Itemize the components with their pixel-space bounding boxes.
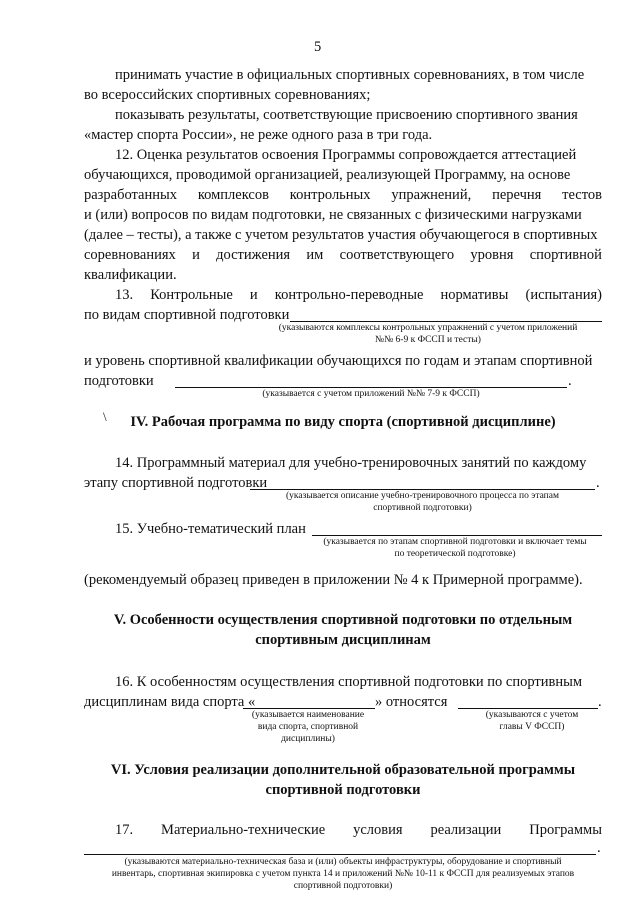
- item-15-reference: (рекомендуемый образец приведен в приложении № 4 к Примерной программе).: [84, 572, 583, 588]
- section-4-heading: IV. Рабочая программа по виду спорта (спортивной дисциплине): [130, 414, 556, 430]
- item-17-note-line-1: (указываются материально-техническая база и (или) объекты инфраструктуры, оборудование и спортивный: [124, 857, 562, 867]
- page-number: 5: [314, 39, 322, 55]
- word: разработанных: [84, 187, 177, 203]
- section-5-heading-line-2: спортивным дисциплинам: [255, 632, 431, 648]
- word: реализации: [430, 822, 502, 838]
- margin-mark: \: [103, 409, 107, 424]
- section-5-heading-line-1: V. Особенности осуществления спортивной подготовки по отдельным: [113, 612, 573, 628]
- item-12-line-3: [84, 188, 602, 203]
- word: нормативы: [440, 287, 509, 303]
- item-13-note-1-line-2: №№ 6-9 к ФССП и тесты): [375, 335, 481, 345]
- section-6-heading-line-2: спортивной подготовки: [265, 782, 421, 798]
- item-17-line-1: [115, 823, 602, 838]
- item-12-line-4: и (или) вопросов по видам подготовки, не связанных с физическими нагрузками: [84, 207, 582, 223]
- word: комплексов: [197, 187, 269, 203]
- item-13-blank-2: [175, 387, 567, 388]
- para-a-line-2: во всероссийских спортивных соревнованиях;: [84, 87, 371, 103]
- word: уровня: [470, 247, 514, 263]
- item-13-line-1: [115, 288, 602, 303]
- word: достижения: [216, 247, 291, 263]
- word: и: [249, 287, 258, 303]
- item-16-blank-sport: [243, 708, 375, 709]
- item-15-line-1: 15. Учебно-тематический план: [115, 521, 306, 537]
- word: (испытания): [525, 287, 602, 303]
- item-12-line-1: 12. Оценка результатов освоения Программы сопровождается аттестацией: [115, 147, 577, 163]
- item-16-note-b-line-2: главы V ФССП): [499, 722, 565, 732]
- para-b-line-1: показывать результаты, соответствующие присвоению спортивного звания: [115, 107, 578, 123]
- word: спортивной: [529, 247, 602, 263]
- item-14-line-2-end: .: [596, 475, 600, 491]
- item-14-note-line-2: спортивной подготовки): [373, 503, 472, 513]
- item-16-note-a-line-2: вида спорта, спортивной: [257, 722, 359, 732]
- para-a-line-1: принимать участие в официальных спортивных соревнованиях, в том числе: [115, 67, 585, 83]
- item-12-line-7: квалификации.: [84, 267, 177, 283]
- item-17-note-line-2: инвентарь, спортивная экипировка с учетом пункта 14 и приложений №№ 10-11 к ФССП для реализуемых этапов: [111, 869, 575, 879]
- item-12-line-2: обучающихся, проводимой организацией, реализующей Программу, на основе: [84, 167, 571, 183]
- para-b-line-2: «мастер спорта России», не реже одного раза в три года.: [84, 127, 433, 143]
- word: условия: [353, 822, 403, 838]
- item-16-blank-features: [458, 708, 598, 709]
- word: тестов: [562, 187, 602, 203]
- item-16-note-a-line-1: (указывается наименование: [251, 710, 365, 720]
- item-16-line-2-mid: » относятся: [375, 694, 448, 710]
- word: и: [192, 247, 200, 263]
- item-13-line-2: по видам спортивной подготовки: [84, 307, 290, 323]
- item-17-blank: [84, 854, 596, 855]
- item-13-blank-1: [290, 321, 602, 322]
- item-16-line-2-end: .: [598, 694, 602, 710]
- item-14-note-line-1: (указывается описание учебно-тренировочного процесса по этапам: [285, 491, 559, 501]
- item-13-line-3: и уровень спортивной квалификации обучающихся по годам и этапам спортивной: [84, 353, 593, 369]
- item-14-blank: [250, 489, 595, 490]
- item-16-line-1: 16. К особенностям осуществления спортивной подготовки по спортивным: [115, 674, 583, 690]
- item-15-note-line-2: по теоретической подготовке): [394, 549, 516, 559]
- word: соревнованиях: [84, 247, 176, 263]
- item-13-line-4: подготовки: [84, 373, 154, 389]
- item-15-note-line-1: (указывается по этапам спортивной подготовки и включает темы: [323, 537, 587, 547]
- item-14-line-1: 14. Программный материал для учебно-тренировочных занятий по каждому: [115, 455, 587, 471]
- word: упражнений,: [391, 187, 472, 203]
- item-13-line-4-end: .: [568, 373, 572, 389]
- item-17-note-line-3: спортивной подготовки): [293, 881, 393, 891]
- word: 17.: [115, 822, 134, 838]
- word: контрольных: [289, 187, 371, 203]
- word: соответствующего: [339, 247, 455, 263]
- item-16-note-b-line-1: (указываются с учетом: [485, 710, 579, 720]
- item-13-note-1-line-1: (указываются комплексы контрольных упражнений с учетом приложений: [278, 323, 578, 333]
- word: Материально-технические: [161, 822, 326, 838]
- item-12-line-5: (далее – тесты), а также с учетом результатов участия обучающегося в спортивных: [84, 227, 598, 243]
- section-6-heading-line-1: VI. Условия реализации дополнительной образовательной программы: [110, 762, 576, 778]
- item-17-line-2-end: .: [597, 840, 601, 856]
- word: Программы: [529, 822, 602, 838]
- word: контрольно-переводные: [274, 287, 424, 303]
- item-15-blank: [312, 535, 602, 536]
- item-12-line-6: [84, 248, 602, 263]
- word: Контрольные: [150, 287, 233, 303]
- word: 13.: [115, 287, 134, 303]
- word: им: [306, 247, 324, 263]
- item-16-note-a-line-3: дисциплины): [281, 734, 335, 744]
- item-13-note-2: (указывается с учетом приложений №№ 7-9 к ФССП): [262, 389, 480, 399]
- word: перечня: [492, 187, 542, 203]
- item-16-line-2-start: дисциплинам вида спорта «: [84, 694, 256, 710]
- item-14-line-2: этапу спортивной подготовки: [84, 475, 268, 491]
